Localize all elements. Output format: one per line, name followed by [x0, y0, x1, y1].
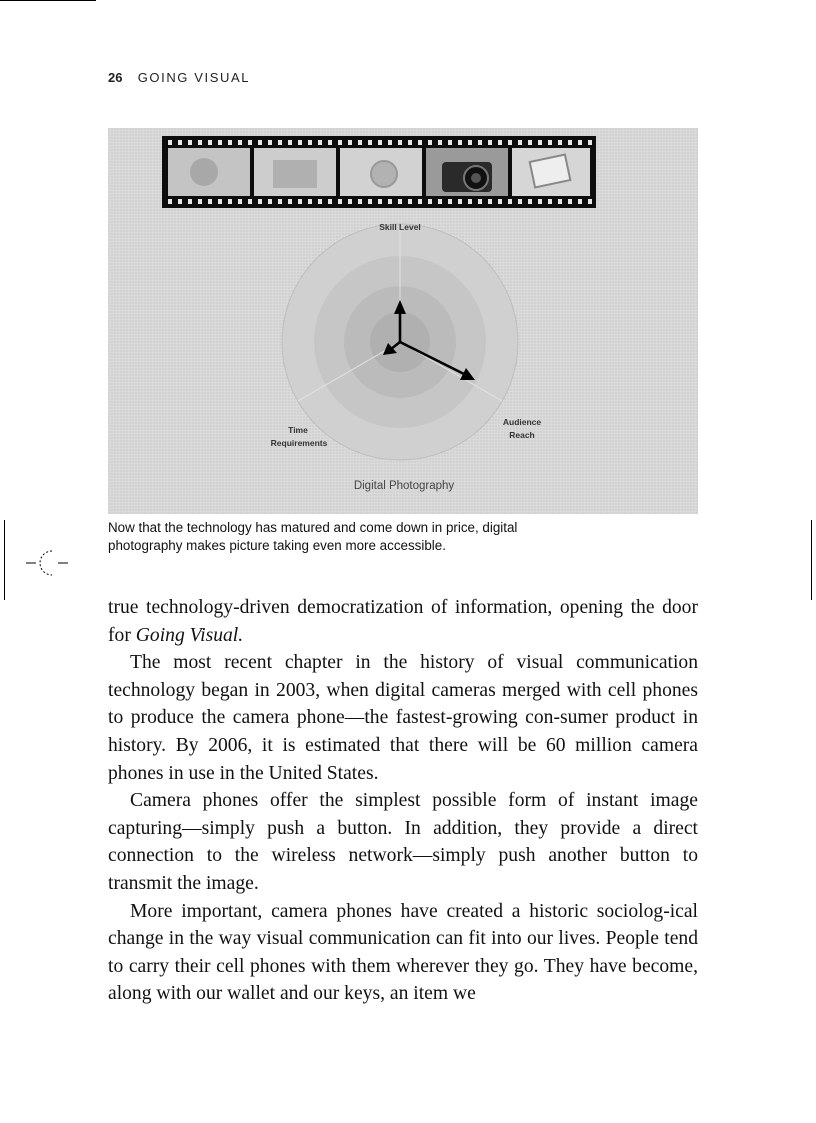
caption-line-2: photography makes picture taking even more accessible.: [108, 538, 446, 553]
label-audience: Audience: [502, 417, 542, 427]
page-number: 26: [108, 70, 123, 85]
caption-line-1: Now that the technology has matured and come down in price, digital: [108, 520, 518, 535]
paragraph-3: Camera phones offer the simplest possible form of instant image capturing—simply push a button. In addition, they provide a direct connection to the wireless network—simply push another button to transmit the image.: [108, 790, 698, 894]
figure-illustration: [108, 128, 698, 514]
running-head: [108, 70, 250, 85]
running-title: GOING VISUAL: [137, 70, 251, 85]
margin-mark-right: [811, 520, 812, 600]
top-rule: [0, 0, 96, 1]
label-skill-level: Skill Level: [379, 222, 421, 232]
margin-mark-left: [4, 520, 5, 600]
label-requirements: Requirements: [270, 438, 328, 448]
label-reach: Reach: [509, 430, 535, 440]
body-text: [108, 594, 698, 1008]
figure-digital-photography: [108, 128, 698, 514]
figure-title: Digital Photography: [353, 480, 455, 492]
label-time: Time: [288, 425, 308, 435]
paragraph-1-text: true technology-driven democratization of information, opening the door for: [108, 597, 698, 646]
figure-caption: [108, 519, 708, 555]
paragraph-4: More important, camera phones have created a historic sociolog-ical change in the way visual communication can fit into our lives. People tend to carry their cell phones with them wherever they go. They have become, along with our wallet and our keys, an item we: [108, 900, 698, 1005]
film-strip: [162, 136, 596, 208]
paragraph-1: [108, 594, 698, 649]
target-diagram: [282, 224, 518, 460]
paragraph-2: The most recent chapter in the history of visual communication technology began in 2003, when digital cameras merged with cell phones to produce the camera phone—the fastest-growing con-sumer product in history. By 2006, it is estimated that there will be 60 million camera phones in use in the United States.: [108, 652, 698, 784]
crop-mark-icon: [26, 546, 106, 580]
book-title-italic: Going Visual.: [135, 624, 244, 646]
